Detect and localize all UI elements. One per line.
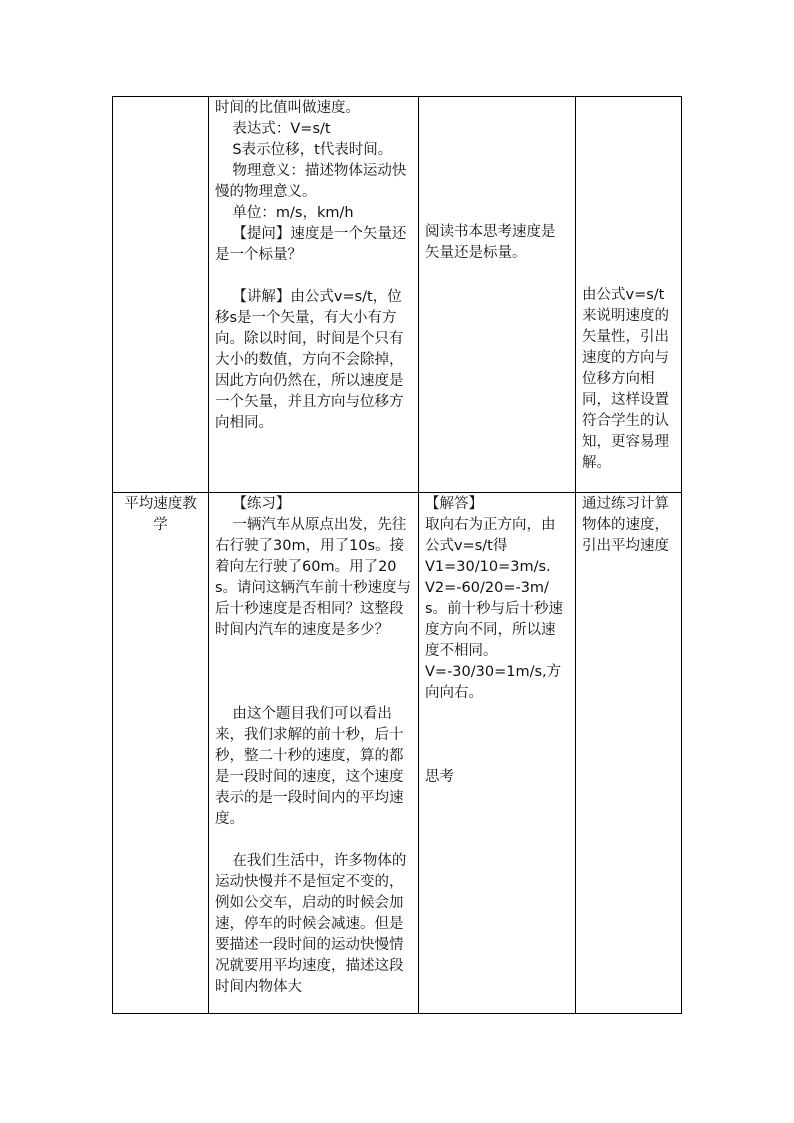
- answer-intro: 取向右为正方向，由公式v=s/t得: [425, 517, 556, 554]
- answer-v: V=-30/30=1m/s,方向向右。: [425, 664, 562, 701]
- answer-v2: V2=-60/20=-3m/s。前十秒与后十秒速度方向不同，所以速度不相同。: [425, 580, 564, 659]
- topic-cell: 平均速度教学: [113, 493, 209, 1014]
- spacer: [425, 98, 569, 222]
- question-text: 【提问】速度是一个矢量还是一个标量？: [215, 226, 407, 263]
- design-intent-cell: [576, 493, 682, 1014]
- student-activity-cell: [419, 97, 576, 493]
- practice-title: 【练习】: [232, 496, 291, 512]
- explanation-text: 【讲解】由公式v=s/t，位移s是一个矢量，有大小有方向。除以时间，时间是个只有大小的数值，方向不会除掉，因此方向仍然在，所以速度是一个矢量，并且方向与位移方向相同。: [215, 289, 404, 431]
- spacer: [425, 704, 569, 767]
- think-text: 思考: [425, 769, 454, 785]
- definition-text: 时间的比值叫做速度。: [215, 100, 360, 116]
- lesson-plan-table: [112, 96, 682, 1014]
- table-row: [113, 493, 682, 1014]
- observation-text: 由这个题目我们可以看出来，我们求解的前十秒，后十秒，整二十秒的速度，算的都是一段时间的速度，这个速度表示的是一段时间内的平均速度。: [215, 706, 404, 827]
- symbols-text: S表示位移，t代表时间。: [232, 142, 393, 158]
- life-example-text: 在我们生活中，许多物体的运动快慢并不是恒定不变的，例如公交车，启动的时候会加速，停车的时候会减速。但是要描述一段时间的运动快慢情况就要用平均速度，描述这段时间内物体大: [215, 853, 407, 995]
- spacer: [215, 266, 412, 287]
- design-intent-cell: [576, 97, 682, 493]
- teacher-activity-cell: [209, 493, 419, 1014]
- intent-text: 通过练习计算物体的速度，引出平均速度: [582, 496, 669, 554]
- teacher-activity-cell: [209, 97, 419, 493]
- spacer: [215, 830, 412, 851]
- practice-body: 一辆汽车从原点出发，先往右行驶了30m，用了10s。接着向左行驶了60m。用了20s。请问这辆汽车前十秒速度与后十秒速度是否相同？这整段时间内汽车的速度是多少？: [215, 517, 412, 638]
- answer-v1: V1=30/10=3m/s.: [425, 559, 551, 575]
- unit-text: 单位：m/s，km/h: [232, 205, 354, 221]
- spacer: [582, 98, 675, 285]
- reading-text: 阅读书本思考速度是矢量还是标量。: [425, 224, 556, 261]
- topic-cell: [113, 97, 209, 493]
- meaning-text: 物理意义：描述物体运动快慢的物理意义。: [215, 163, 407, 200]
- answer-title: 【解答】: [425, 496, 483, 512]
- student-activity-cell: [419, 493, 576, 1014]
- intent-text: 由公式v=s/t来说明速度的矢量性，引出速度的方向与位移方向相同，这样设置符合学生的认知，更容易理解。: [582, 287, 669, 471]
- expression-text: 表达式：V=s/t: [232, 121, 331, 137]
- table-row: [113, 97, 682, 493]
- spacer: [215, 641, 412, 704]
